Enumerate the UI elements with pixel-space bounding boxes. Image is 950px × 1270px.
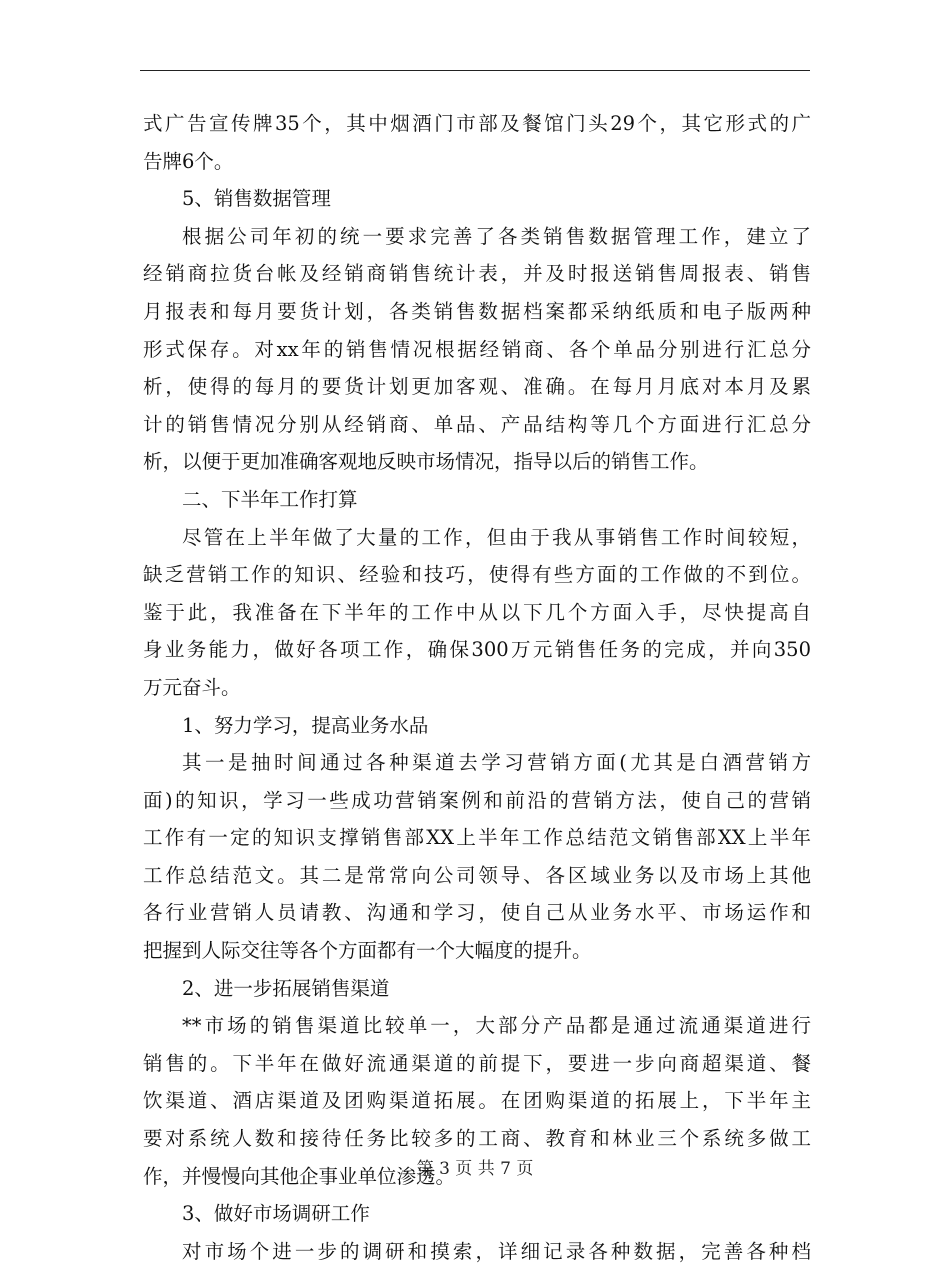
- paragraph-line: 析，使得的每月的要货计划更加客观、准确。在每月月底对本月及累: [143, 375, 811, 399]
- paragraph-line: 工作总结范文。其二是常常向公司领导、各区域业务以及市场上其他: [143, 863, 811, 887]
- paragraph-line: 缺乏营销工作的知识、经验和技巧，使得有些方面的工作做的不到位。: [143, 563, 811, 587]
- paragraph-line: 万元奋斗。: [143, 675, 241, 699]
- section-heading: 2、进一步拓展销售渠道: [182, 976, 390, 1000]
- document-body: [143, 105, 811, 1270]
- paragraph-line: 计的销售情况分别从经销商、单品、产品结构等几个方面进行汇总分: [143, 412, 811, 436]
- paragraph-line: **市场的销售渠道比较单一，大部分产品都是通过流通渠道进行: [182, 1014, 811, 1038]
- paragraph-line: 形式保存。对xx年的销售情况根据经销商、各个单品分别进行汇总分: [143, 337, 811, 361]
- paragraph-line: 其一是抽时间通过各种渠道去学习营销方面(尤其是白酒营销方: [182, 751, 811, 775]
- paragraph-line: 月报表和每月要货计划，各类销售数据档案都采纳纸质和电子版两种: [143, 299, 811, 323]
- paragraph-line: 根据公司年初的统一要求完善了各类销售数据管理工作，建立了: [182, 224, 811, 248]
- paragraph-line: 把握到人际交往等各个方面都有一个大幅度的提升。: [143, 939, 592, 963]
- page-number: 第 3 页 共 7 页: [416, 1159, 534, 1179]
- paragraph-line: 工作有一定的知识支撑销售部XX上半年工作总结范文销售部XX上半年: [143, 826, 811, 850]
- paragraph-line: 尽管在上半年做了大量的工作，但由于我从事销售工作时间较短，: [182, 525, 811, 549]
- paragraph-line: 鉴于此，我准备在下半年的工作中从以下几个方面入手，尽快提高自: [143, 600, 811, 624]
- paragraph-line: 要对系统人数和接待任务比较多的工商、教育和林业三个系统多做工: [143, 1127, 811, 1151]
- section-heading: 3、做好市场调研工作: [182, 1202, 370, 1226]
- paragraph-line: 析，以便于更加准确客观地反映市场情况，指导以后的销售工作。: [143, 450, 709, 474]
- paragraph-line: 经销商拉货台帐及经销商销售统计表，并及时报送销售周报表、销售: [143, 262, 811, 286]
- section-heading: 二、下半年工作打算: [182, 487, 358, 511]
- paragraph-line: 式广告宣传牌35个，其中烟酒门市部及餐馆门头29个，其它形式的广: [143, 112, 811, 135]
- paragraph-line: 告牌6个。: [143, 149, 234, 173]
- paragraph-line: 面)的知识，学习一些成功营销案例和前沿的营销方法，使自己的营销: [143, 788, 811, 812]
- paragraph-line: 销售的。下半年在做好流通渠道的前提下，要进一步向商超渠道、餐: [143, 1051, 811, 1075]
- paragraph-line: 作，并慢慢向其他企事业单位渗透。: [143, 1164, 456, 1188]
- header-rule: [140, 70, 810, 71]
- section-heading: 1、努力学习，提高业务水品: [182, 713, 429, 737]
- paragraph-line: 饮渠道、酒店渠道及团购渠道拓展。在团购渠道的拓展上，下半年主: [143, 1089, 811, 1113]
- paragraph-line: 身业务能力，做好各项工作，确保300万元销售任务的完成，并向350: [143, 638, 811, 662]
- section-heading: 5、销售数据管理: [182, 187, 331, 211]
- paragraph-line: 对市场个进一步的调研和摸索，详细记录各种数据，完善各种档: [182, 1239, 811, 1263]
- paragraph-line: 各行业营销人员请教、沟通和学习，使自己从业务水平、市场运作和: [143, 901, 811, 925]
